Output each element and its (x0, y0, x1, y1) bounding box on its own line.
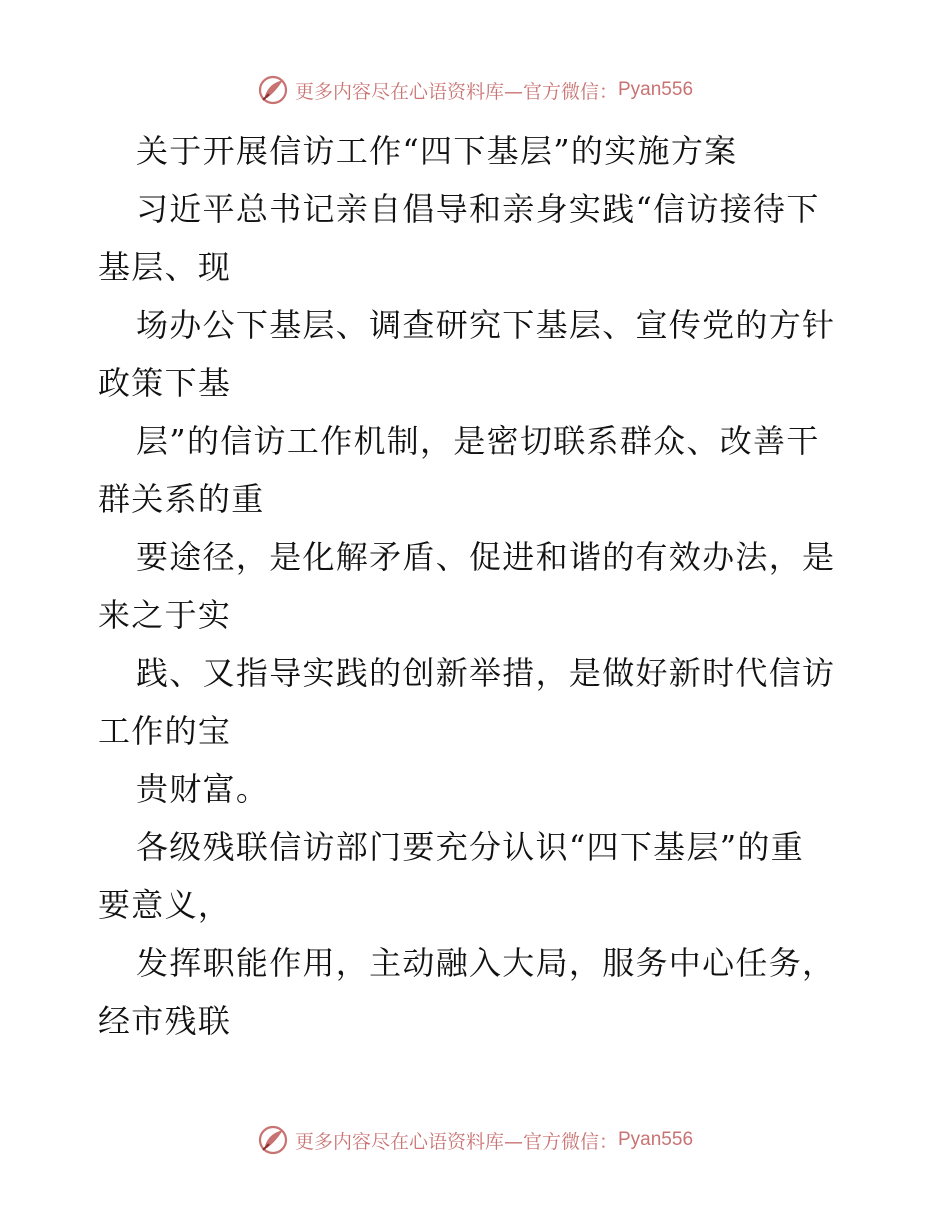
body-line: 要途径，是化解矛盾、促进和谐的有效办法，是 (136, 538, 836, 576)
body-line: 经市残联 (98, 1002, 232, 1040)
watermark-text: 更多内容尽在心语资料库—官方微信： (294, 1130, 618, 1153)
footer-watermark (0, 1120, 950, 1160)
body-line: 各级残联信访部门要充分认识“四下基层”的重 (136, 828, 805, 866)
watermark-text: 更多内容尽在心语资料库—官方微信： (294, 80, 618, 103)
body-line: 来之于实 (98, 596, 232, 634)
body-line: 发挥职能作用，主动融入大局，服务中心任务， (136, 944, 836, 982)
header-watermark (0, 70, 950, 110)
body-line: 场办公下基层、调查研究下基层、宣传党的方针 (136, 306, 836, 344)
body-line: 政策下基 (98, 364, 232, 402)
body-line: 工作的宝 (98, 712, 232, 750)
pen-circle-logo-icon (257, 1124, 289, 1156)
pen-circle-logo-icon (257, 74, 289, 106)
document-body (98, 122, 858, 1050)
body-line: 践、又指导实践的创新举措，是做好新时代信访 (136, 654, 836, 692)
body-line: 层”的信访工作机制，是密切联系群众、改善干 (136, 422, 820, 460)
body-line: 要意义， (98, 886, 232, 924)
body-line: 群关系的重 (98, 480, 265, 518)
watermark-handle: Pyan556 (618, 1129, 694, 1150)
body-line: 贵财富。 (136, 770, 270, 808)
document-title: 关于开展信访工作“四下基层”的实施方案 (136, 132, 738, 170)
body-line: 习近平总书记亲自倡导和亲身实践“信访接待下 (136, 190, 820, 228)
body-line: 基层、现 (98, 248, 232, 286)
watermark-handle: Pyan556 (618, 79, 694, 100)
